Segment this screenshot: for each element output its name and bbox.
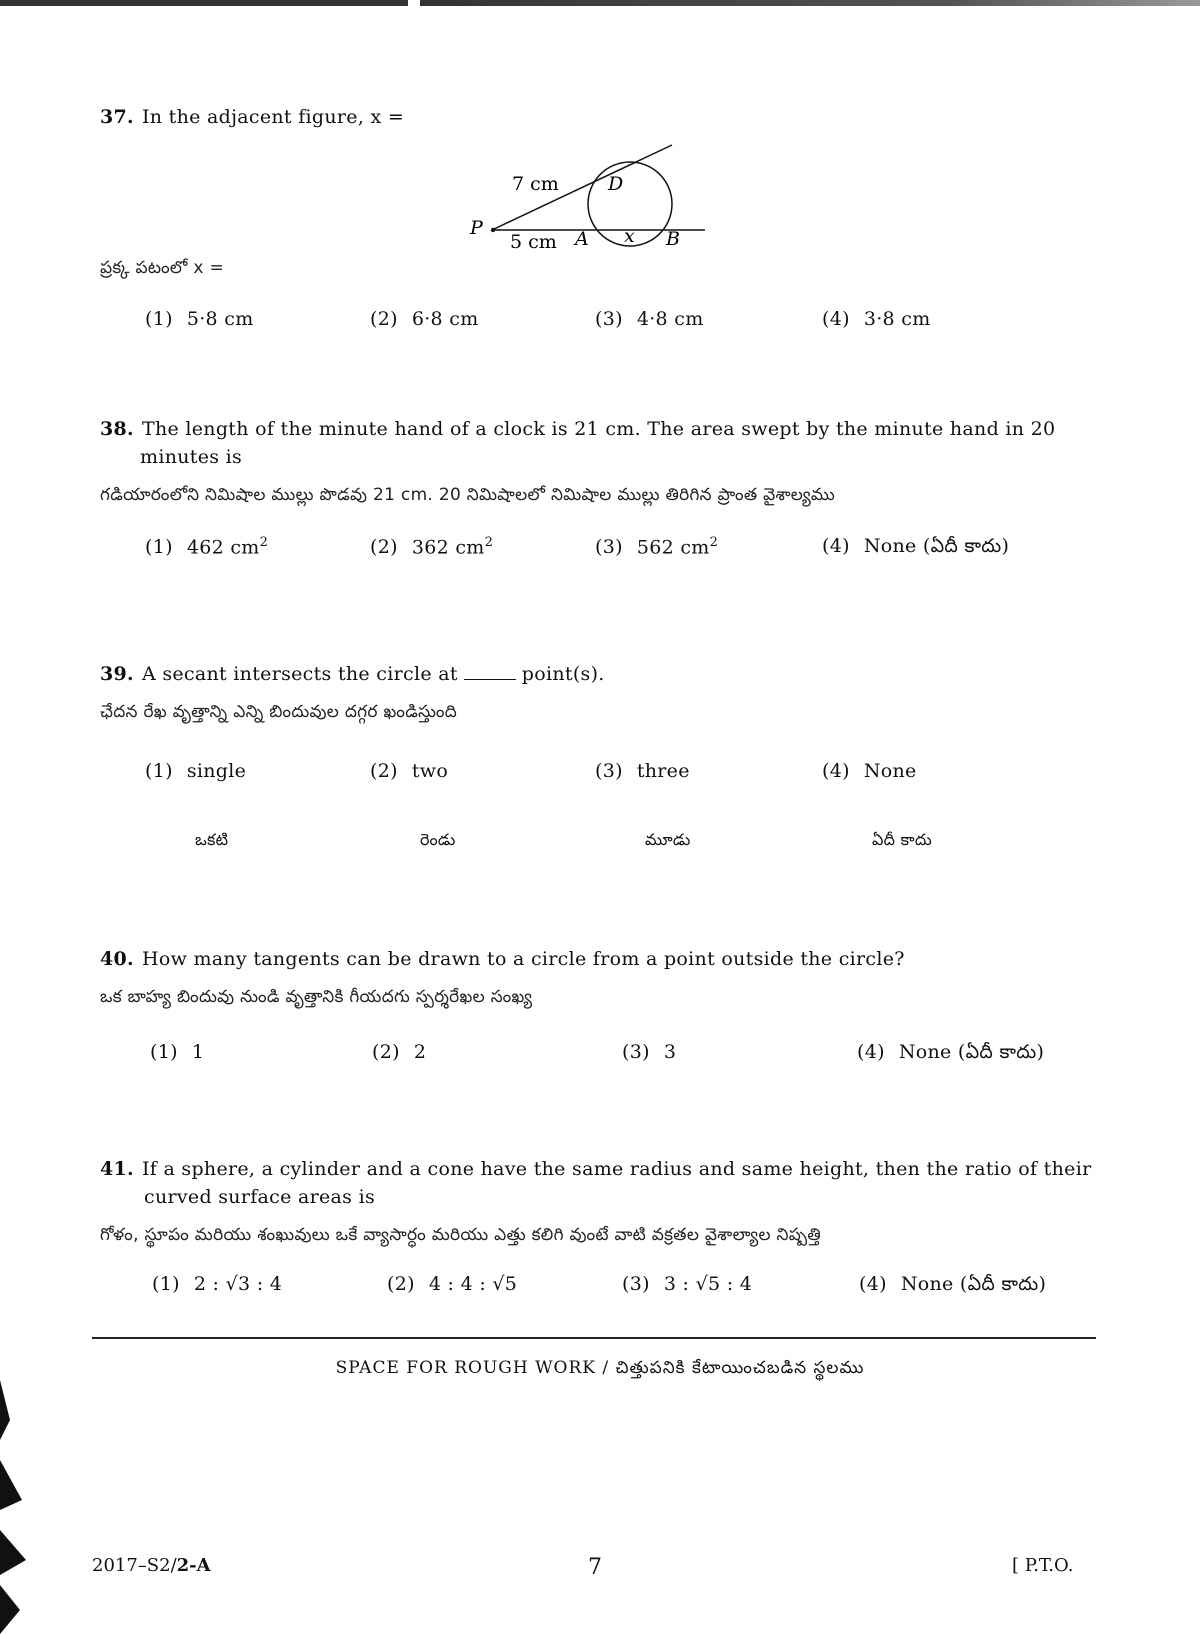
option-4[interactable]: (4) None (ఏదీ కాదు)	[822, 535, 1010, 557]
option-3[interactable]: (3) three	[595, 760, 690, 782]
option-4[interactable]: (4) 3·8 cm	[822, 308, 931, 330]
option-2[interactable]: (2) 362 $cm^2$	[370, 535, 494, 559]
label-x: x	[624, 225, 635, 247]
option-1[interactable]: (1) 462 $cm^2$	[145, 535, 269, 559]
option-3[interactable]: (3) 3 : √5 : 4	[622, 1273, 753, 1295]
label-7cm: 7 cm	[512, 173, 559, 195]
option-1[interactable]: (1) 1	[150, 1041, 205, 1063]
question-number: 37.	[100, 106, 134, 128]
option-2[interactable]: (2) 4 : 4 : √5	[387, 1273, 518, 1295]
option-2[interactable]: (2) 2	[372, 1041, 427, 1063]
telugu-text: ప్రక్క పటంలో x =	[100, 258, 225, 278]
page-number: 7	[588, 1555, 602, 1580]
question-number: 41.	[100, 1158, 134, 1180]
option-1-telugu: ఒకటి	[195, 830, 229, 849]
option-2[interactable]: (2) 6·8 cm	[370, 308, 479, 330]
answer-blank	[464, 665, 516, 680]
question-40	[100, 945, 1110, 1071]
options-row	[100, 1273, 1110, 1303]
question-number: 39.	[100, 663, 134, 685]
question-37-telugu-block	[100, 258, 1110, 338]
question-text: If a sphere, a cylinder and a cone have the same radius and same height, then the ratio of their curved surface areas is	[141, 1158, 1092, 1208]
option-3[interactable]: (3) 3	[622, 1041, 677, 1063]
question-text: A secant intersects the circle at	[141, 663, 458, 685]
option-3[interactable]: (3) 4·8 cm	[595, 308, 704, 330]
question-text: How many tangents can be drawn to a circle from a point outside the circle?	[141, 948, 905, 970]
label-D: D	[608, 173, 624, 195]
option-1[interactable]: (1) single	[145, 760, 247, 782]
telugu-text: గడియారంలోని నిమిషాల ముల్లు పొడవు 21 cm. 20 నిమిషాలలో నిమిషాల ముల్లు తిరిగిన ప్రాంత వైశాల్యము	[100, 485, 836, 505]
scan-edge-marks	[0, 1380, 28, 1634]
options-row	[100, 760, 1110, 790]
question-37	[100, 103, 1110, 131]
option-1[interactable]: (1) 2 : √3 : 4	[152, 1273, 283, 1295]
rough-work-label: SPACE FOR ROUGH WORK / చిత్తుపనికి కేటాయించబడిన స్థలము	[335, 1358, 865, 1378]
rough-work-divider	[92, 1337, 1096, 1339]
question-number: 40.	[100, 948, 134, 970]
question-text-end: point(s).	[521, 663, 605, 685]
question-39	[100, 660, 1110, 860]
question-41	[100, 1155, 1110, 1303]
pto-label: [ P.T.O.	[1012, 1555, 1074, 1576]
telugu-text: ఒక బాహ్య బిందువు నుండి వృత్తానికి గీయదగు స్పర్శరేఖల సంఖ్య	[100, 987, 533, 1007]
option-4[interactable]: (4) None	[822, 760, 917, 782]
option-2[interactable]: (2) two	[370, 760, 449, 782]
label-B: B	[666, 228, 680, 250]
options-row	[100, 1041, 1110, 1071]
secant-figure	[460, 130, 720, 260]
options-row	[100, 308, 1110, 338]
option-3-telugu: మూడు	[645, 830, 691, 849]
telugu-text: ఛేదన రేఖ వృత్తాన్ని ఎన్ని బిందువుల దగ్గర ఖండిస్తుంది	[100, 702, 458, 722]
scan-top-edge	[0, 0, 1200, 6]
question-text: In the adjacent figure, x =	[141, 106, 405, 128]
option-1[interactable]: (1) 5·8 cm	[145, 308, 254, 330]
option-4-telugu: ఏదీ కాదు	[872, 830, 932, 849]
label-5cm: 5 cm	[510, 231, 557, 253]
option-4[interactable]: (4) None (ఏదీ కాదు)	[857, 1041, 1045, 1063]
telugu-text: గోళం, స్థూపం మరియు శంఖువులు ఒకే వ్యాసార్ధం మరియు ఎత్తు కలిగి వుంటే వాటి వక్రతల వైశాల్యాల నిష్పత్తి	[100, 1225, 821, 1245]
option-2-telugu: రెండు	[420, 830, 456, 849]
options-telugu-row	[100, 830, 1110, 860]
option-4[interactable]: (4) None (ఏదీ కాదు)	[859, 1273, 1047, 1295]
paper-code: 2017–S2/2-A	[92, 1555, 211, 1576]
question-text: The length of the minute hand of a clock is 21 cm. The area swept by the minute hand in 20 minutes is	[140, 418, 1056, 468]
label-P: P	[470, 217, 483, 239]
question-38	[100, 415, 1110, 565]
question-number: 38.	[100, 418, 134, 440]
option-3[interactable]: (3) 562 $cm^2$	[595, 535, 719, 559]
options-row	[100, 535, 1110, 565]
label-A: A	[575, 228, 589, 250]
